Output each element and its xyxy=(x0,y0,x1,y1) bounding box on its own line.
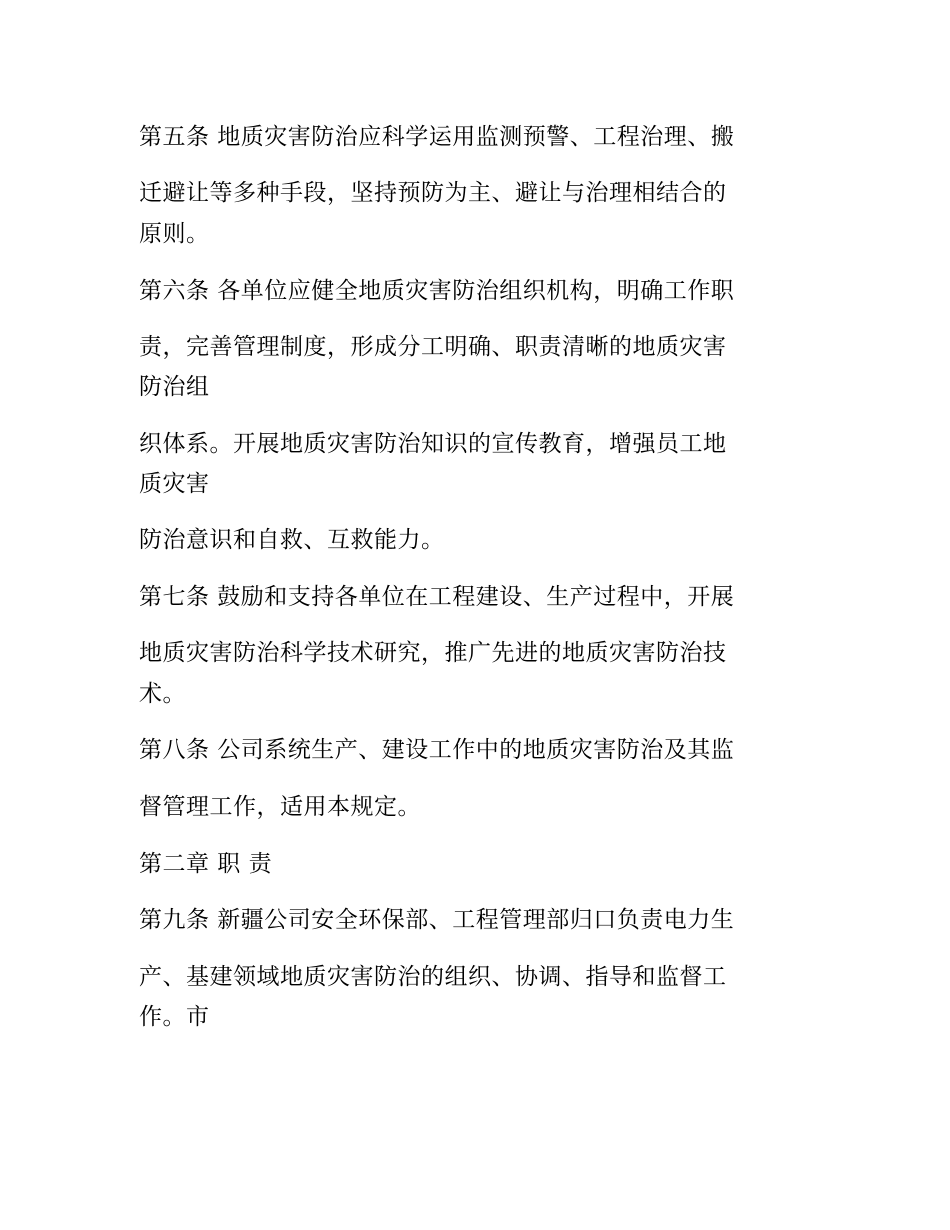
article-9-line-1: 第九条 新疆公司安全环保部、工程管理部归口负责电力生 xyxy=(139,907,735,933)
article-7-line-3: 术。 xyxy=(139,681,186,707)
article-9-line-2: 产、基建领域地质灾害防治的组织、协调、指导和监督工 xyxy=(139,964,727,990)
article-6-line-4: 织体系。开展地质灾害防治知识的宣传教育，增强员工地 xyxy=(139,431,727,457)
article-7-line-1: 第七条 鼓励和支持各单位在工程建设、生产过程中，开展 xyxy=(139,584,735,610)
chapter-2-heading: 第二章 职 责 xyxy=(139,851,273,877)
article-8-line-1: 第八条 公司系统生产、建设工作中的地质灾害防治及其监 xyxy=(139,737,735,763)
article-6-line-6: 防治意识和自救、互救能力。 xyxy=(139,527,445,553)
article-5-line-3: 原则。 xyxy=(139,221,210,247)
article-6-line-1: 第六条 各单位应健全地质灾害防治组织机构，明确工作职 xyxy=(139,278,735,304)
article-5-line-2: 迁避让等多种手段，坚持预防为主、避让与治理相结合的 xyxy=(139,180,727,206)
article-5-line-1: 第五条 地质灾害防治应科学运用监测预警、工程治理、搬 xyxy=(139,124,735,150)
article-7-line-2: 地质灾害防治科学技术研究，推广先进的地质灾害防治技 xyxy=(139,640,727,666)
article-8-line-2: 督管理工作，适用本规定。 xyxy=(139,794,421,820)
article-6-line-5: 质灾害 xyxy=(139,471,210,497)
article-6-line-2: 责，完善管理制度，形成分工明确、职责清晰的地质灾害 xyxy=(139,334,727,360)
article-9-line-3: 作。市 xyxy=(139,1004,210,1030)
article-6-line-3: 防治组 xyxy=(139,374,210,400)
